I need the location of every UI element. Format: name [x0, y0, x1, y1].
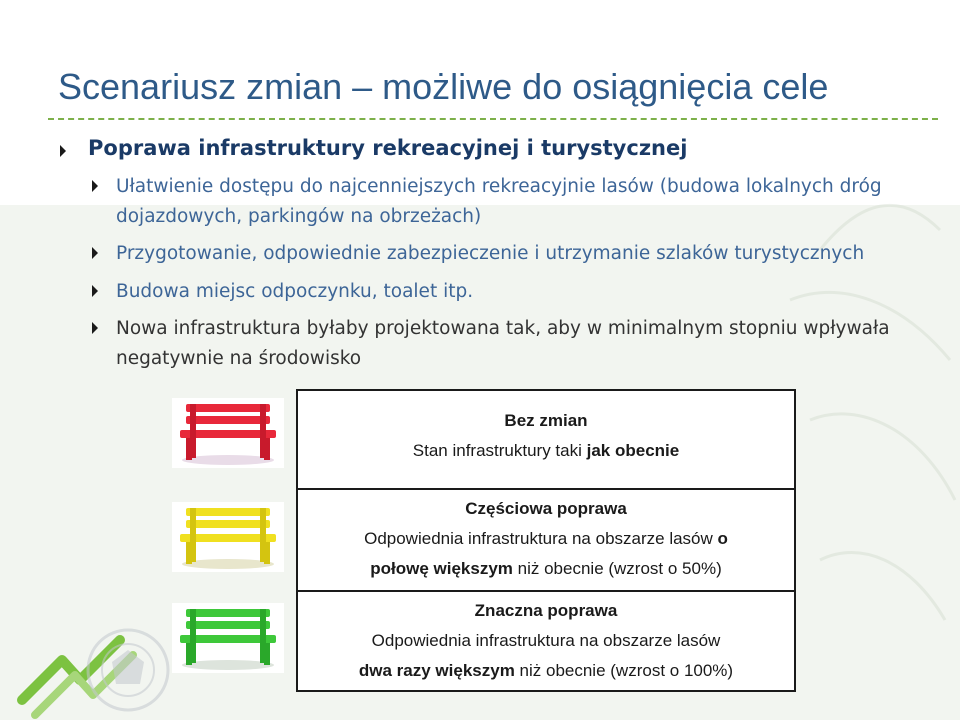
panel-divider [296, 590, 796, 592]
sub-bullet-1: Ułatwienie dostępu do najcenniejszych rekreacyjnie lasów (budowa lokalnych dróg dojazdowych, parkingów na obrzeżach) [116, 176, 882, 227]
sub-bullet-2: Przygotowanie, odpowiednie zabezpieczenie i utrzymanie szlaków turystycznych [116, 243, 865, 264]
panel-divider [296, 488, 796, 490]
scenario-description: Odpowiednia infrastruktura na obszarze lasów o [364, 529, 728, 548]
bullet-arrow-icon [92, 322, 98, 334]
green-bench-icon [172, 603, 284, 673]
bullet-arrow-icon [92, 285, 98, 297]
red-bench-icon [172, 398, 284, 468]
main-bullet: Poprawa infrastruktury rekreacyjnej i turystycznej [88, 136, 688, 160]
scenario-significant-improvement [296, 596, 796, 686]
page-title: Scenariusz zmian – możliwe do osiągnięcia cele [58, 66, 829, 107]
scenario-description: Odpowiednia infrastruktura na obszarze lasów [371, 631, 721, 650]
title-divider [48, 118, 938, 120]
bullet-arrow-icon [60, 145, 66, 157]
scenario-heading: Bez zmian [504, 411, 588, 430]
scenario-heading: Częściowa poprawa [465, 499, 627, 518]
yellow-bench-icon [172, 502, 284, 572]
scenario-heading: Znaczna poprawa [474, 601, 618, 620]
scenario-no-change [296, 406, 796, 466]
scenario-description: Stan infrastruktury taki jak obecnie [412, 441, 680, 460]
sub-bullet-4: Nowa infrastruktura byłaby projektowana tak, aby w minimalnym stopniu wpływała negatywnie na środowisko [116, 318, 890, 369]
scenario-description-cont: połowę większym niż obecnie (wzrost o 50%) [370, 559, 722, 578]
bullet-arrow-icon [92, 180, 98, 192]
bullet-arrow-icon [92, 247, 98, 259]
sub-bullet-3: Budowa miejsc odpoczynku, toalet itp. [116, 281, 474, 302]
scenario-partial-improvement [296, 494, 796, 584]
scenario-description-cont: dwa razy większym niż obecnie (wzrost o 100%) [358, 661, 734, 680]
